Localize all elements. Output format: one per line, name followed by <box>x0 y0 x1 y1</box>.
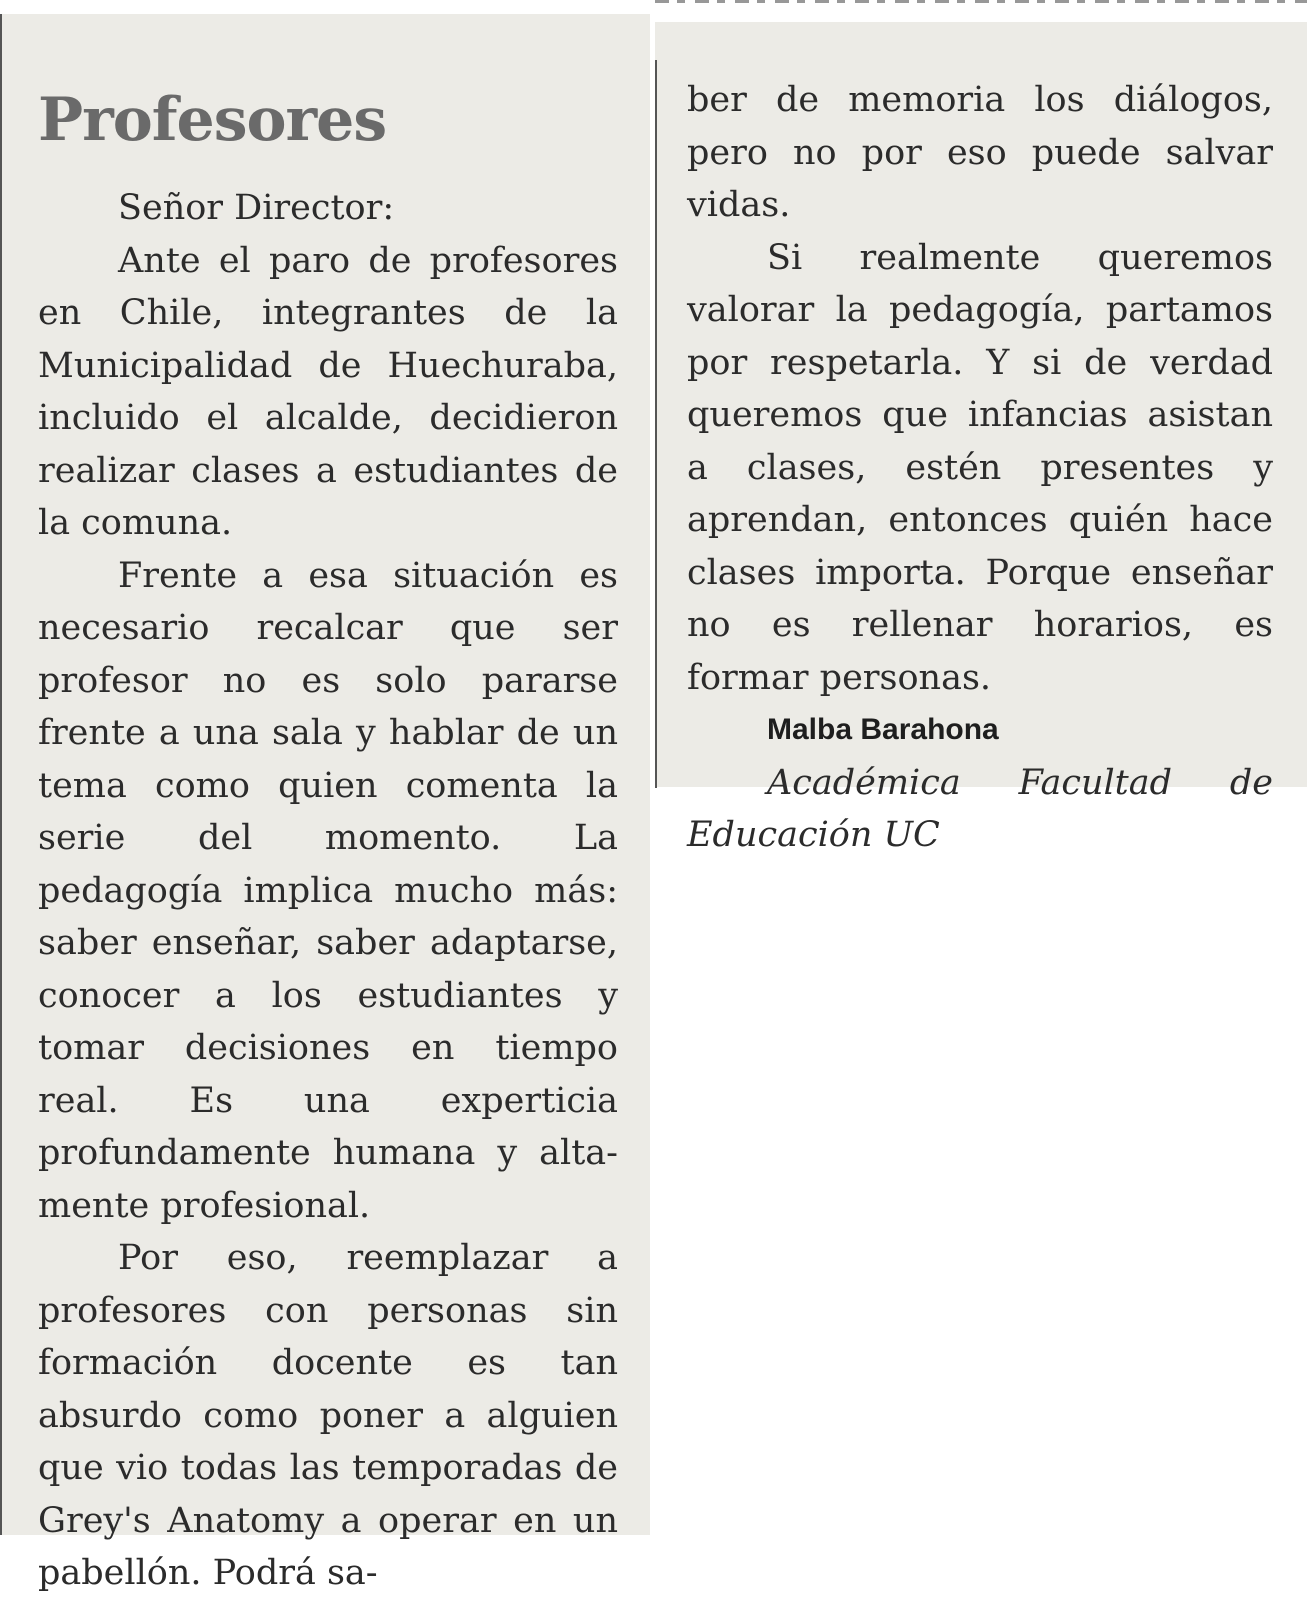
clipping-top-edge <box>655 0 1307 8</box>
letter-body-right <box>687 74 1273 862</box>
body-paragraph: Ante el paro de profesores en Chile, integrantes de la Municipalidad de Huechuraba, incluido el alcalde, decidieron realizar clases a estudiantes de la comuna. <box>38 240 618 543</box>
author-name: Malba Barahona <box>767 713 999 746</box>
body-paragraph-continued: ber de memoria los diálogos, pero no por eso puede salvar vidas. <box>687 80 1273 225</box>
letter-body-left <box>38 182 618 1600</box>
salutation: Señor Director: <box>118 188 395 228</box>
cut-text-remnant <box>655 0 1307 3</box>
body-paragraph: Frente a esa situación es necesario recalcar que ser profesor no es solo pararse frente a una sala y hablar de un tema como quien comenta la serie del momento. La pedagogía implica mucho más: saber enseñar, saber adaptarse, conocer a los estudiantes y tomar decisiones en tiempo real. Es una experticia profundamente humana y altamente profesional. <box>38 555 618 1226</box>
body-paragraph: Por eso, reemplazar a profesores con personas sin formación docente es tan absurdo como poner a alguien que vio todas las temporadas de Grey's Anatomy a operar en un pabellón. Podrá sa- <box>38 1238 618 1593</box>
letter-headline: Profesores <box>38 85 387 155</box>
column-divider <box>655 60 657 788</box>
author-affiliation: Académica Facultad de Educación UC <box>687 762 1273 855</box>
body-paragraph: Si realmente queremos valorar la pedagogía, partamos por respetarla. Y si de verdad queremos que infancias asistan a clases, estén presentes y aprendan, entonces quién hace clases importa. Porque enseñar no es rellenar horarios, es formar personas. <box>687 237 1273 698</box>
